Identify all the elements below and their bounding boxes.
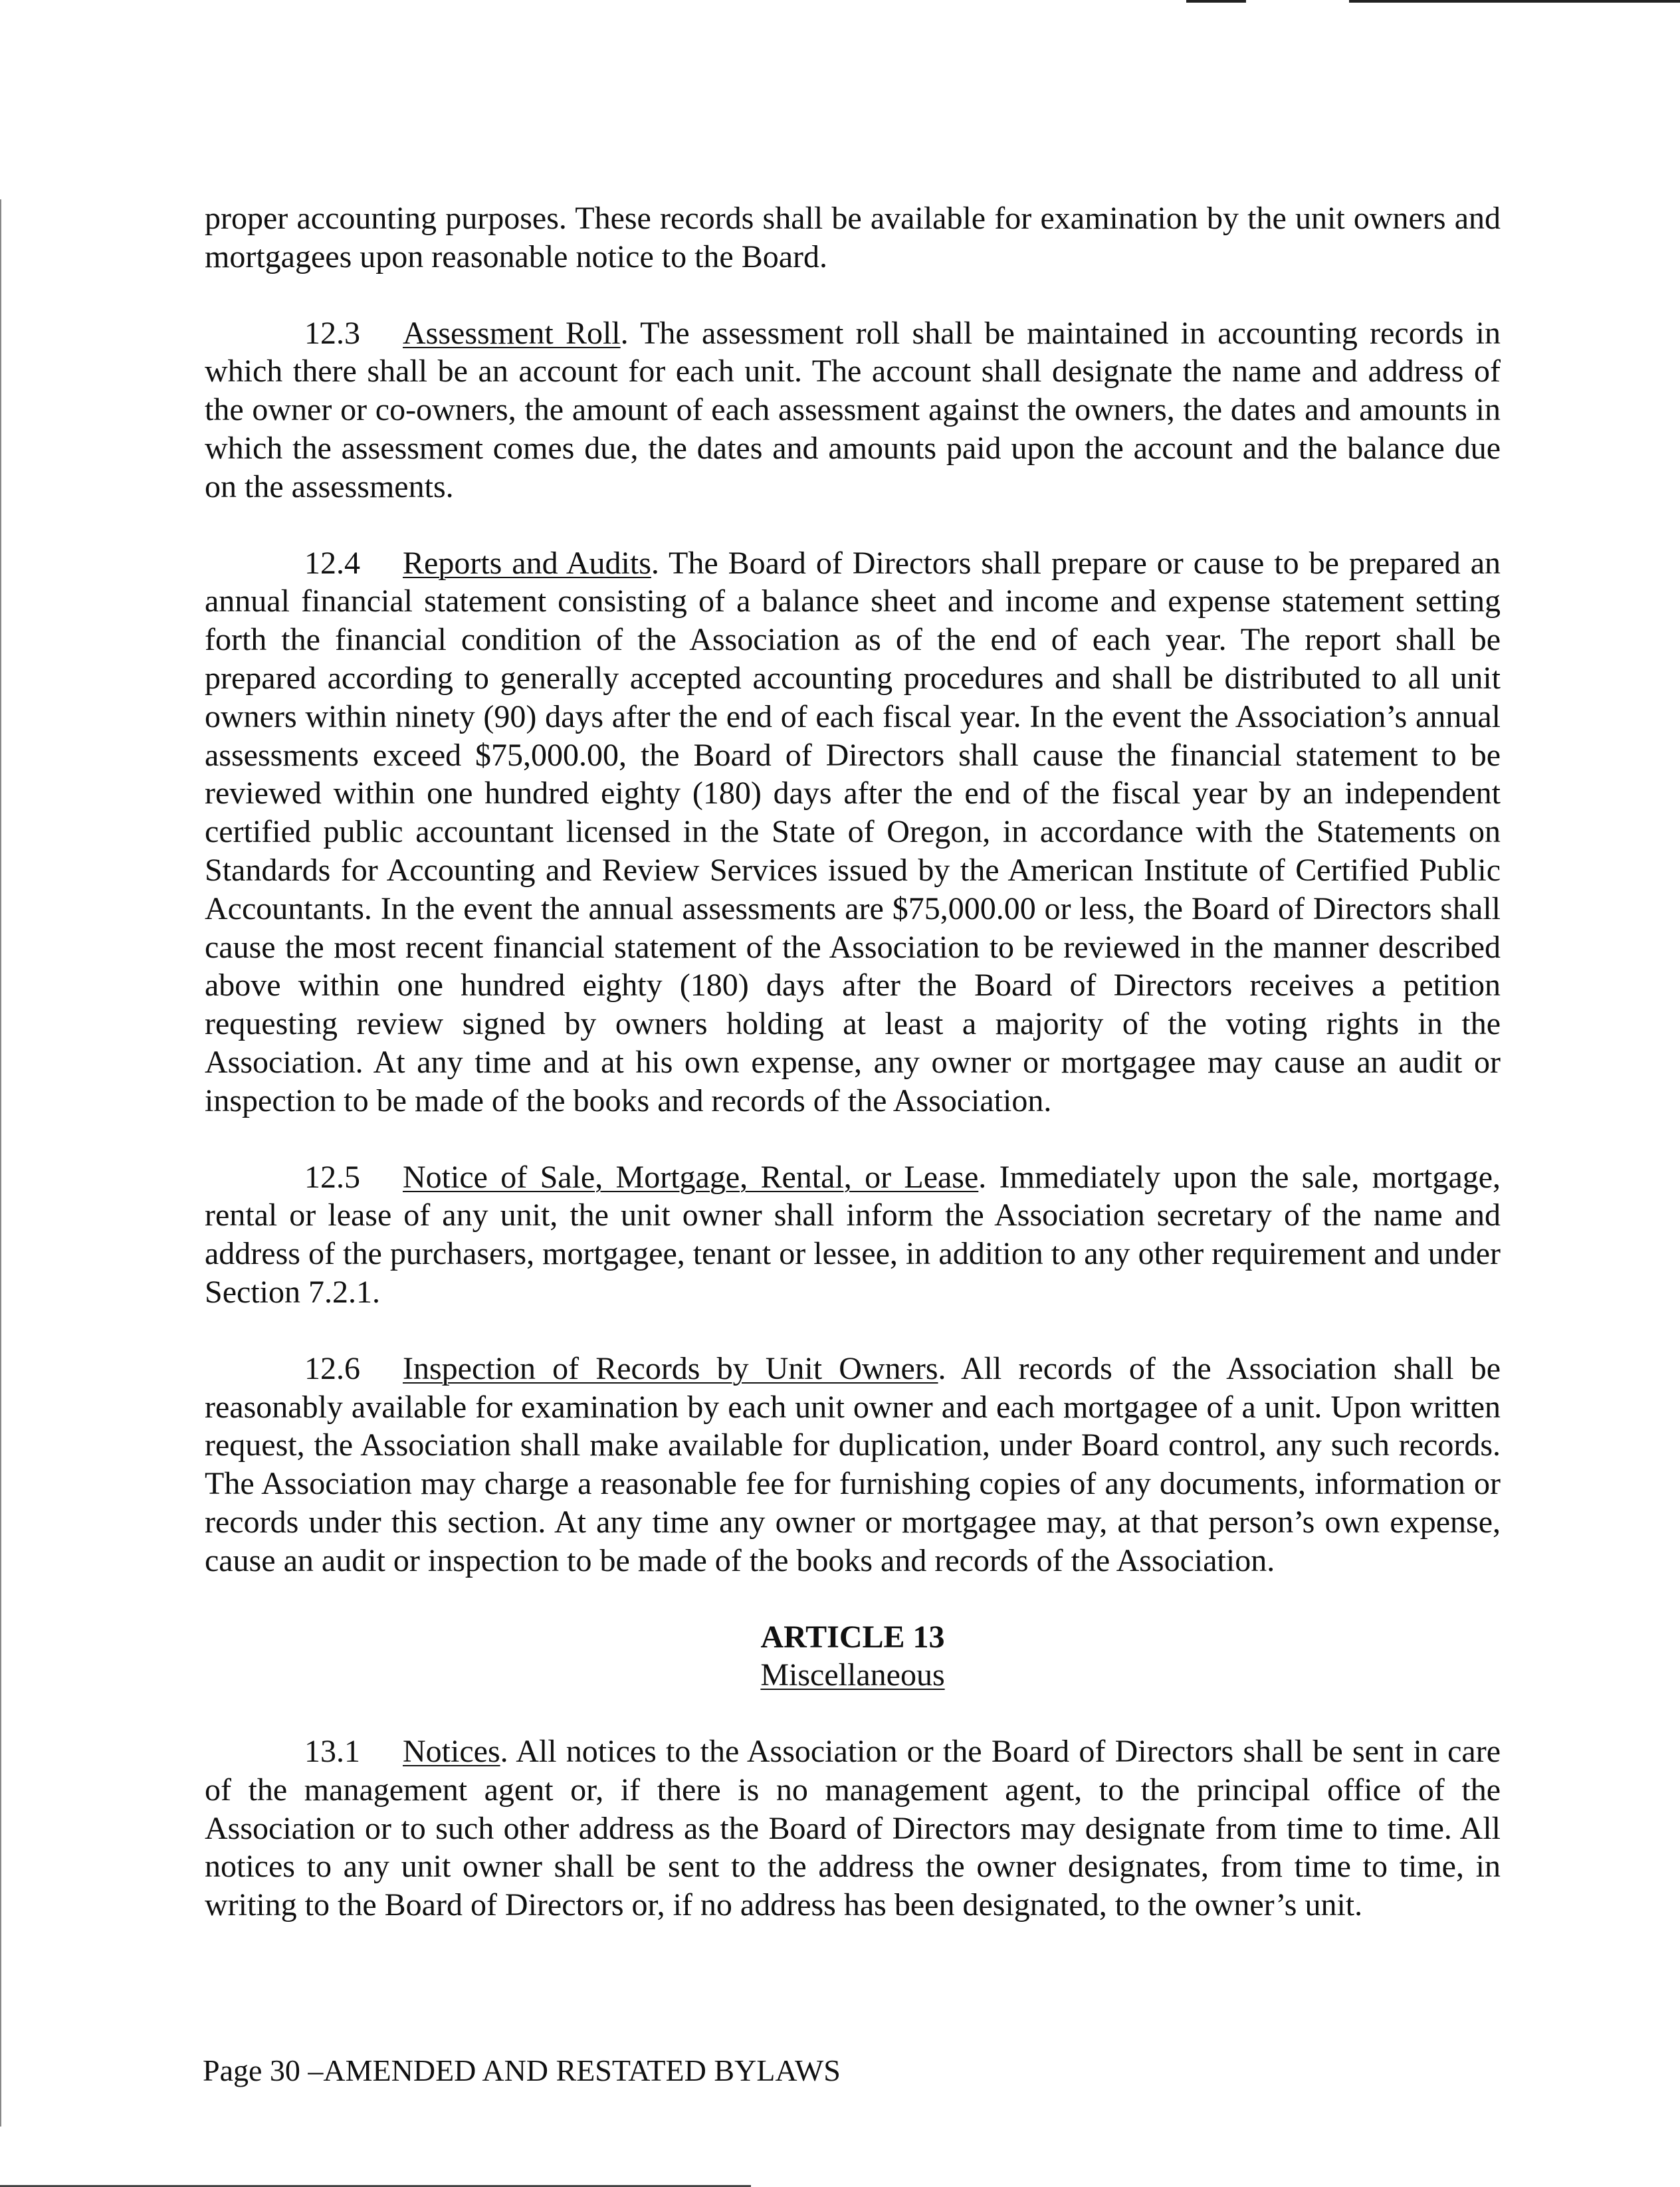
section-heading: Inspection of Records by Unit Owners <box>403 1350 938 1386</box>
section-12-6 <box>205 1350 1501 1580</box>
section-12-5 <box>205 1158 1501 1312</box>
section-text: . Immediately upon the sale, mortgage, rental or lease of any unit, the unit owner shall inform the Association secretary of the name and address of the purchasers, mortgagee, tenant or lessee, in addition to any other requirement and under Section 7.2.1. <box>205 1159 1501 1310</box>
section-number: 12.6 <box>304 1350 360 1386</box>
section-heading: Assessment Roll <box>403 315 621 351</box>
page-footer: Page 30 –AMENDED AND RESTATED BYLAWS <box>203 2053 841 2087</box>
section-12-4 <box>205 544 1501 1120</box>
section-text: . The Board of Directors shall prepare or cause to be prepared an annual financial statement consisting of a balance sheet and income and expense statement setting forth the financial condition of the Association as of the end of each year. The report shall be prepared according to generally accepted accounting procedures and shall be distributed to all unit owners within ninety (90) days after the end of each fiscal year. In the event the Association’s annual assessments exceed $75,000.00, the Board of Directors shall cause the financial statement to be reviewed within one hundred eighty (180) days after the end of the fiscal year by an independent certified public accountant licensed in the State of Oregon, in accordance with the Statements on Standards for Accounting and Review Services issued by the American Institute of Certified Public Accountants. In the event the annual assessments are $75,000.00 or less, the Board of Directors shall cause the most recent financial statement of the Association to be reviewed in the manner described above within one hundred eighty (180) days after the Board of Directors receives a petition requesting review signed by owners holding at least a majority of the voting rights in the Association. At any time and at his own expense, any owner or mortgagee may cause an audit or inspection to be made of the books and records of the Association. <box>205 545 1501 1118</box>
section-number: 12.3 <box>304 315 360 351</box>
section-number: 12.4 <box>304 545 360 581</box>
section-12-3 <box>205 314 1501 506</box>
section-number: 12.5 <box>304 1159 360 1195</box>
section-heading: Reports and Audits <box>403 545 651 581</box>
article-title: ARTICLE 13 <box>760 1619 945 1655</box>
section-text: . All records of the Association shall be reasonably available for examination by each unit owner and each mortgagee of a unit. Upon written request, the Association shall make available for duplication, under Board control, any such records. The Association may charge a reasonable fee for furnishing copies of any documents, information or records under this section. At any time any owner or mortgagee may, at that person’s own expense, cause an audit or inspection to be made of the books and records of the Association. <box>205 1350 1501 1578</box>
section-text: . The assessment roll shall be maintained in accounting records in which there shall be an account for each unit. The account shall designate the name and address of the owner or co-owners, the amount of each assessment against the owners, the dates and amounts in which the assessment comes due, the dates and amounts paid upon the account and the balance due on the assessments. <box>205 315 1501 504</box>
section-text: . All notices to the Association or the Board of Directors shall be sent in care of the management agent or, if there is no management agent, to the principal office of the Association or to such other address as the Board of Directors may designate from time to time. All notices to any unit owner shall be sent to the address the owner designates, from time to time, in writing to the Board of Directors or, if no address has been designated, to the owner’s unit. <box>205 1734 1501 1923</box>
section-13-1 <box>205 1732 1501 1925</box>
scan-artifact-top-edge <box>1349 0 1680 3</box>
article-heading <box>205 1618 1501 1695</box>
scan-artifact-top-mark <box>1186 0 1246 3</box>
section-heading: Notice of Sale, Mortgage, Rental, or Lease <box>403 1159 979 1195</box>
intro-paragraph: proper accounting purposes. These records shall be available for examination by the unit owners and mortgagees upon reasonable notice to the Board. <box>205 201 1501 274</box>
section-heading: Notices <box>403 1734 500 1770</box>
scan-artifact-left-edge <box>0 199 1 2127</box>
article-subtitle: Miscellaneous <box>760 1657 945 1693</box>
section-number: 13.1 <box>304 1734 360 1770</box>
page-body <box>205 199 1501 1962</box>
